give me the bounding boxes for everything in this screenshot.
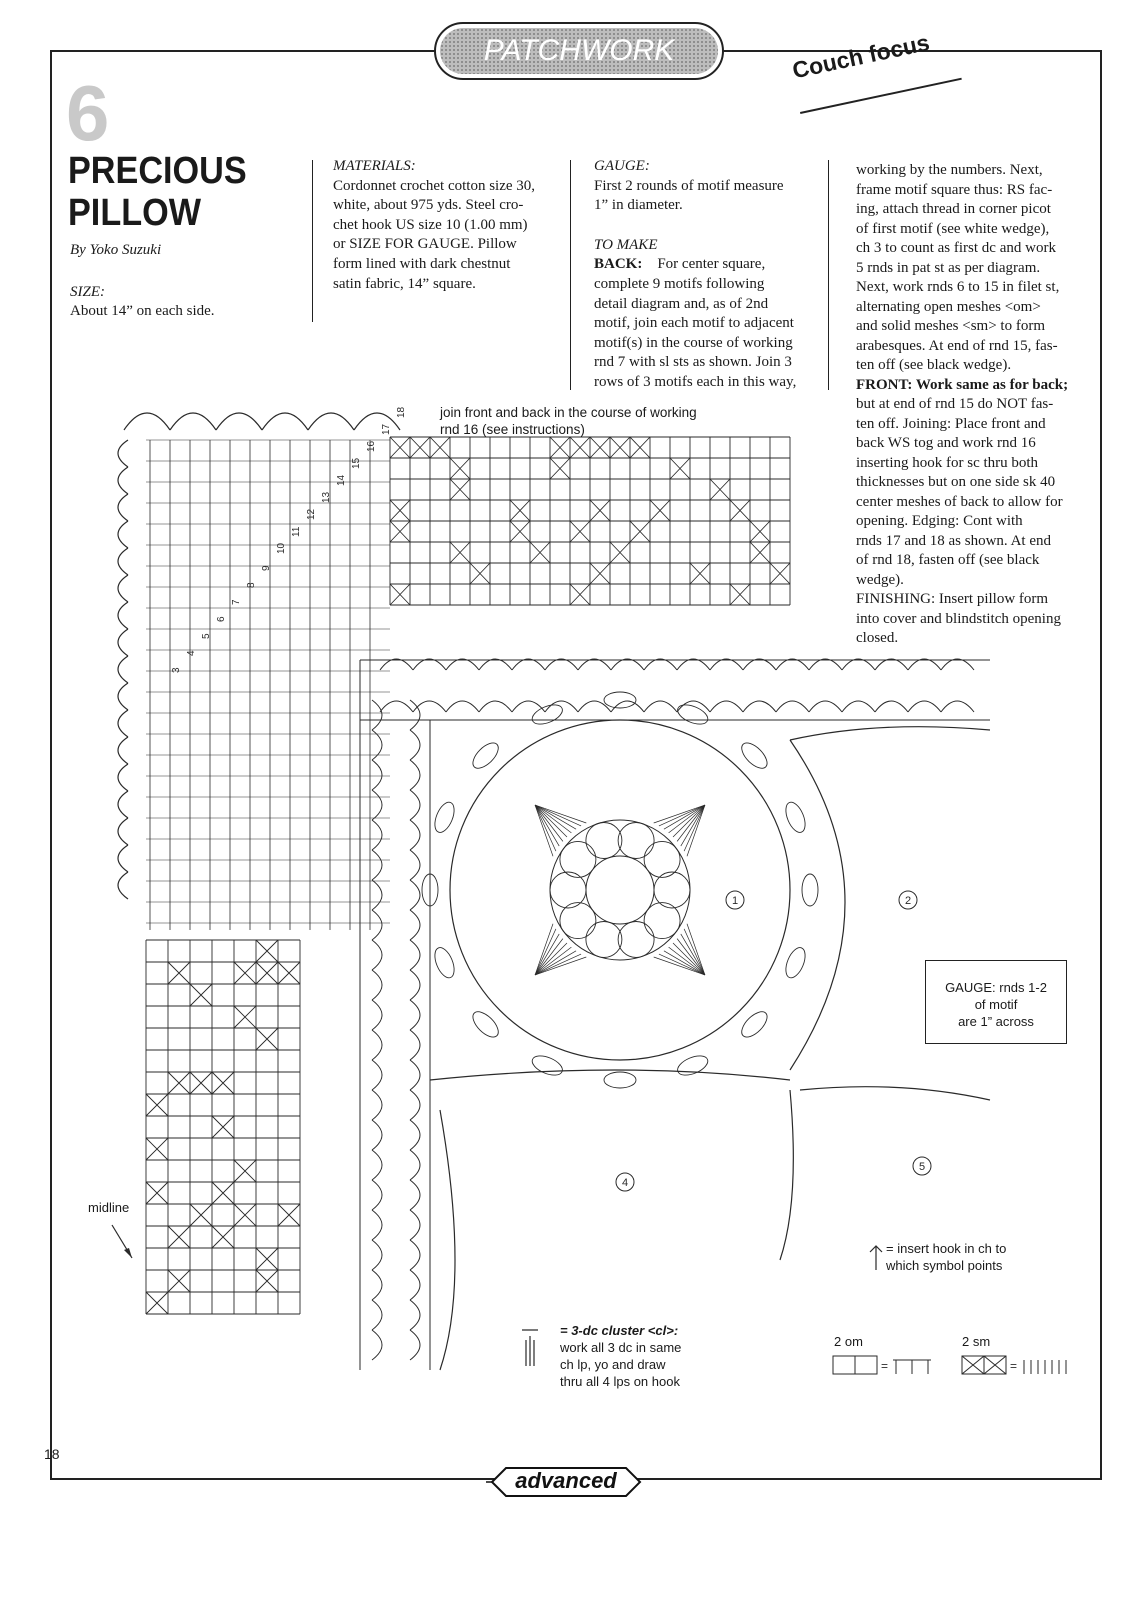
solid-mesh-mark [590, 500, 610, 521]
edging-scallop [118, 521, 128, 548]
solid-mesh-mark [256, 962, 278, 984]
solid-mesh-mark [146, 1138, 168, 1160]
instruction-line: thicknesses but on one side sk 40 [856, 474, 1056, 490]
solid-mesh-mark [190, 1072, 212, 1094]
band-arch [710, 659, 743, 670]
solid-mesh-mark [730, 584, 750, 605]
instruction-line: working by the numbers. Next, [856, 162, 1043, 178]
solid-mesh-mark [570, 437, 590, 458]
midline-arrow-head [124, 1248, 132, 1258]
solid-mesh-mark [570, 584, 590, 605]
band-arch [410, 1090, 420, 1120]
band-arch [776, 701, 809, 712]
motif-loop [782, 799, 809, 835]
solid-mesh-mark [256, 1028, 278, 1050]
gauge-line: First 2 rounds of motif measure [594, 177, 784, 194]
band-arch [372, 1000, 382, 1030]
band-arch [743, 659, 776, 670]
open-mesh-symbol [833, 1356, 855, 1374]
band-arch [743, 701, 776, 712]
motif-petal [586, 922, 622, 958]
solid-mesh-mark [590, 563, 610, 584]
motif-loop [675, 1052, 711, 1079]
materials-line: or SIZE FOR GAUGE. Pillow [333, 236, 517, 253]
band-arch [413, 701, 446, 712]
instruction-line: Next, work rnds 6 to 15 in filet st, [856, 279, 1060, 295]
edging-scallop [118, 467, 128, 494]
motif-loop [737, 739, 771, 773]
solid-mesh-mark [630, 521, 650, 542]
edging-scallop [118, 845, 128, 872]
round-number: 9 [261, 565, 272, 571]
round-number: 12 [306, 508, 317, 520]
round-number: 15 [351, 457, 362, 469]
band-arch [410, 700, 420, 730]
round-number: 5 [201, 633, 212, 639]
motif-loop [802, 874, 818, 906]
motif-loop [529, 701, 565, 728]
solid-mesh-mark [530, 542, 550, 563]
cluster-symbol [522, 1330, 538, 1366]
round-number: 14 [336, 474, 347, 486]
edging-scallop [118, 440, 128, 467]
round-number: 16 [366, 440, 377, 452]
band-arch [372, 880, 382, 910]
solid-mesh-mark [750, 521, 770, 542]
solid-mesh-mark [730, 500, 750, 521]
solid-mesh-mark [278, 1204, 300, 1226]
band-arch [479, 659, 512, 670]
solid-mesh-mark [168, 1226, 190, 1248]
round-number: 8 [246, 582, 257, 588]
instruction-line: and solid meshes <sm> to form [856, 318, 1045, 334]
solid-mesh-mark [590, 437, 610, 458]
solid-mesh-mark [212, 1116, 234, 1138]
materials-line: white, about 975 yds. Steel cro- [333, 197, 524, 214]
band-arch [545, 659, 578, 670]
round-number: 7 [231, 599, 242, 605]
instruction-line: alternating open meshes <om> [856, 298, 1041, 315]
motif-loop [431, 799, 458, 835]
band-arch [410, 820, 420, 850]
open-mesh-legend-label: 2 om [834, 1334, 863, 1349]
instruction-line: back WS tog and work rnd 16 [856, 435, 1036, 451]
band-arch [372, 1270, 382, 1300]
open-mesh-stitches [893, 1360, 931, 1374]
solid-mesh-mark [570, 521, 590, 542]
edging-scallop [124, 413, 170, 430]
band-arch [372, 1300, 382, 1330]
motif-loop [431, 945, 458, 981]
round-number: 3 [171, 667, 182, 673]
materials-line: form lined with dark chestnut [333, 255, 511, 272]
band-arch [611, 701, 644, 712]
to-make-line: rows of 3 motifs each in this way, [594, 373, 797, 390]
instruction-line: FRONT: Work same as for back; [856, 376, 1069, 393]
cluster-legend-line: work all 3 dc in same [560, 1340, 682, 1355]
hook-legend-line: = insert hook in ch to [886, 1241, 1007, 1256]
to-make-line: motif, join each motif to adjacent [594, 315, 794, 332]
band-arch [372, 1180, 382, 1210]
level-badge-label: advanced [515, 1468, 617, 1493]
instruction-line: center meshes of back to allow for [856, 493, 1063, 510]
solid-mesh-mark [168, 1072, 190, 1094]
band-arch [908, 659, 941, 670]
level-badge [486, 1462, 646, 1502]
round-number: 11 [291, 526, 302, 537]
edging-scallop [308, 413, 354, 430]
edging-scallop [118, 656, 128, 683]
motif-loop [469, 739, 503, 773]
instruction-line: ch 3 to count as first dc and work [856, 240, 1056, 256]
gauge-box-line: GAUGE: rnds 1-2 [945, 980, 1047, 995]
gauge-box-line: of motif [974, 997, 1018, 1012]
round-number: 17 [381, 423, 392, 435]
instruction-line: wedge). [856, 571, 904, 588]
band-arch [372, 790, 382, 820]
band-arch [372, 1120, 382, 1150]
solid-mesh-mark [390, 437, 410, 458]
band-arch [372, 910, 382, 940]
instruction-line: ten off (see black wedge). [856, 357, 1012, 373]
band-arch [410, 1330, 420, 1360]
instruction-line: frame motif square thus: RS fac- [856, 181, 1053, 198]
band-arch [410, 790, 420, 820]
edging-scallop [118, 764, 128, 791]
band-arch [372, 760, 382, 790]
band-arch [875, 659, 908, 670]
band-arch [410, 1120, 420, 1150]
solid-mesh-mark [168, 1270, 190, 1292]
band-arch [644, 701, 677, 712]
band-arch [410, 880, 420, 910]
edging-scallop [118, 683, 128, 710]
edging-scallop [118, 629, 128, 656]
solid-mesh-mark [630, 437, 650, 458]
solid-mesh-mark [450, 479, 470, 500]
band-arch [372, 1030, 382, 1060]
round-number: 4 [186, 650, 197, 656]
solid-mesh-mark [256, 1270, 278, 1292]
solid-mesh-mark [234, 1006, 256, 1028]
solid-mesh-mark [610, 437, 630, 458]
to-make-line: detail diagram and, as of 2nd [594, 295, 769, 312]
motif-arc [790, 727, 990, 740]
band-arch [578, 659, 611, 670]
materials-line: Cordonnet crochet cotton size 30, [333, 177, 536, 194]
solid-mesh-mark [146, 1094, 168, 1116]
solid-mesh-mark [212, 1072, 234, 1094]
band-arch [410, 910, 420, 940]
band-arch [372, 730, 382, 760]
cluster-legend-line: ch lp, yo and draw [560, 1357, 666, 1372]
solid-mesh-mark [256, 1248, 278, 1270]
cluster-legend-title: = 3-dc cluster <cl>: [560, 1323, 679, 1338]
solid-mesh-mark [650, 500, 670, 521]
band-arch [410, 1060, 420, 1090]
instruction-line: into cover and blindstitch opening [856, 610, 1061, 627]
motif-loop [604, 692, 636, 708]
motif-petal [586, 823, 622, 859]
solid-mesh-mark [510, 500, 530, 521]
to-make-heading: TO MAKE [594, 236, 658, 253]
solid-mesh-mark [234, 1160, 256, 1182]
edging-scallop [170, 413, 216, 430]
motif-loop [604, 1072, 636, 1088]
band-arch [372, 970, 382, 1000]
corner-tag: Couch focus [790, 29, 932, 84]
solid-mesh-mark [390, 584, 410, 605]
materials-line: satin fabric, 14” square. [333, 275, 476, 292]
round-number: 6 [216, 616, 227, 622]
band-arch [410, 1300, 420, 1330]
motif-arc [440, 1110, 455, 1370]
motif-number: 1 [731, 895, 739, 907]
band-arch [410, 1000, 420, 1030]
band-arch [372, 1240, 382, 1270]
gauge-box-line: are 1” across [958, 1014, 1034, 1029]
motif-number: 4 [621, 1177, 629, 1189]
solid-mesh-mark [212, 1226, 234, 1248]
join-note-line: rnd 16 (see instructions) [440, 422, 585, 437]
band-arch [611, 659, 644, 670]
edging-scallop [118, 710, 128, 737]
motif-arc [790, 740, 845, 1070]
cluster-legend-line: thru all 4 lps on hook [560, 1374, 680, 1389]
edging-scallop [118, 548, 128, 575]
motif-outline [450, 720, 790, 1060]
band-arch [372, 700, 382, 730]
band-arch [941, 659, 974, 670]
band-arch [809, 701, 842, 712]
round-number: 13 [321, 491, 332, 503]
section-tab-label: PATCHWORK [483, 34, 675, 67]
band-arch [479, 701, 512, 712]
band-arch [446, 701, 479, 712]
band-arch [413, 659, 446, 670]
solid-mesh-mark [190, 1204, 212, 1226]
band-arch [372, 1060, 382, 1090]
band-arch [410, 1180, 420, 1210]
byline: By Yoko Suzuki [70, 242, 162, 258]
gauge-box [925, 960, 1067, 1044]
solid-mesh-mark [550, 437, 570, 458]
to-make-line: motif(s) in the course of working [594, 334, 793, 351]
band-arch [380, 701, 413, 712]
title-line-1: PRECIOUS [68, 150, 247, 192]
instruction-line: of first motif (see white wedge), [856, 220, 1050, 237]
instruction-line: of rnd 18, fasten off (see black [856, 552, 1040, 568]
edging-scallop [118, 494, 128, 521]
cluster-legend [560, 1322, 681, 1390]
solid-mesh-mark [278, 962, 300, 984]
pattern-number: 6 [66, 69, 110, 157]
motif-center [586, 856, 654, 924]
solid-mesh-mark [168, 962, 190, 984]
solid-mesh-mark [450, 458, 470, 479]
solid-mesh-mark [610, 542, 630, 563]
solid-mesh-mark [256, 940, 278, 962]
motif-number: 5 [918, 1161, 926, 1173]
motif-arc [780, 1090, 793, 1260]
band-arch [710, 701, 743, 712]
solid-mesh-mark [234, 1204, 256, 1226]
band-arch [545, 701, 578, 712]
materials-line: chet hook US size 10 (1.00 mm) [333, 216, 528, 233]
open-mesh-equals: = [881, 1359, 889, 1373]
solid-mesh-mark [450, 542, 470, 563]
band-arch [380, 659, 413, 670]
band-arch [776, 659, 809, 670]
band-arch [410, 940, 420, 970]
motif-petal [644, 903, 680, 939]
solid-mesh-mark [390, 500, 410, 521]
solid-mesh-mark [190, 984, 212, 1006]
page-number: 18 [44, 1446, 60, 1462]
band-arch [372, 1150, 382, 1180]
solid-mesh-mark [670, 458, 690, 479]
band-arch [908, 701, 941, 712]
motif-petal [618, 922, 654, 958]
band-arch [809, 659, 842, 670]
edging-scallop [262, 413, 308, 430]
size-heading: SIZE: [70, 284, 105, 300]
open-mesh-symbol [855, 1356, 877, 1374]
instruction-line: FINISHING: Insert pillow form [856, 591, 1049, 607]
instruction-line: rnds 17 and 18 as shown. At end [856, 532, 1051, 549]
motif-loop [529, 1052, 565, 1079]
midline-label: midline [88, 1200, 130, 1215]
round-number: 10 [276, 542, 287, 554]
band-arch [512, 701, 545, 712]
motif-loop [737, 1007, 771, 1041]
solid-mesh-mark [390, 521, 410, 542]
motif-center [550, 820, 690, 960]
edging-scallop [118, 791, 128, 818]
edging-scallop [118, 737, 128, 764]
band-arch [410, 1030, 420, 1060]
hook-legend [886, 1240, 1006, 1274]
band-arch [578, 701, 611, 712]
motif-petal [644, 841, 680, 877]
edging-scallop [118, 602, 128, 629]
solid-mesh-mark [550, 458, 570, 479]
edging-scallop [118, 818, 128, 845]
solid-mesh-mark [410, 437, 430, 458]
instruction-line: inserting hook for sc thru both [856, 454, 1039, 471]
motif-loop [675, 701, 711, 728]
edging-scallop [118, 872, 128, 899]
size-text: About 14” on each side. [70, 303, 215, 319]
band-arch [410, 1210, 420, 1240]
hook-legend-line: which symbol points [886, 1258, 1003, 1273]
band-arch [410, 1240, 420, 1270]
motif-loop [782, 945, 809, 981]
instruction-line: ten off. Joining: Place front and [856, 415, 1046, 432]
motif-arc [430, 1070, 790, 1080]
band-arch [677, 659, 710, 670]
band-arch [446, 659, 479, 670]
band-arch [410, 1150, 420, 1180]
motif-loop [469, 1007, 503, 1041]
gauge-heading: GAUGE: [594, 158, 650, 174]
to-make-line: complete 9 motifs following [594, 275, 765, 292]
band-arch [372, 850, 382, 880]
band-arch [875, 701, 908, 712]
instruction-line: opening. Edging: Cont with [856, 513, 1023, 529]
hook-symbol [870, 1246, 882, 1270]
solid-mesh-mark [750, 542, 770, 563]
solid-mesh-mark [770, 563, 790, 584]
instruction-line: arabesques. At end of rnd 15, fas- [856, 337, 1058, 354]
solid-mesh-mark [710, 479, 730, 500]
band-arch [410, 730, 420, 760]
band-arch [842, 659, 875, 670]
band-arch [410, 1270, 420, 1300]
to-make-line: rnd 7 with sl sts as shown. Join 3 [594, 354, 792, 371]
solid-mesh-mark [146, 1182, 168, 1204]
instruction-line: but at end of rnd 15 do NOT fas- [856, 396, 1054, 412]
motif-petal [560, 841, 596, 877]
band-arch [372, 820, 382, 850]
edging-scallop [216, 413, 262, 430]
band-arch [372, 1210, 382, 1240]
title-line-2: PILLOW [68, 192, 201, 234]
motif-arc [800, 1087, 990, 1100]
join-note [440, 404, 697, 438]
materials-heading: MATERIALS: [333, 158, 416, 174]
edging-scallop [354, 413, 400, 430]
solid-mesh-mark [690, 563, 710, 584]
solid-mesh-mark [212, 1182, 234, 1204]
band-arch [410, 850, 420, 880]
band-arch [410, 970, 420, 1000]
band-arch [372, 940, 382, 970]
gauge-line: 1” in diameter. [594, 197, 683, 214]
to-make-line: For center square, [657, 256, 766, 273]
edging-scallop [118, 575, 128, 602]
band-arch [512, 659, 545, 670]
instruction-line: ing, attach thread in corner picot [856, 201, 1051, 217]
band-arch [372, 1330, 382, 1360]
solid-mesh-equals: = [1010, 1359, 1018, 1373]
motif-petal [618, 823, 654, 859]
band-arch [644, 659, 677, 670]
solid-mesh-mark [146, 1292, 168, 1314]
join-note-line: join front and back in the course of working [440, 405, 697, 420]
solid-mesh-mark [510, 521, 530, 542]
band-arch [372, 1090, 382, 1120]
band-arch [410, 760, 420, 790]
solid-mesh-mark [234, 962, 256, 984]
round-number: 18 [396, 406, 407, 418]
instruction-line: 5 rnds in pat st as per diagram. [856, 259, 1041, 276]
band-arch [941, 701, 974, 712]
instruction-line: closed. [856, 630, 899, 646]
solid-mesh-legend-label: 2 sm [962, 1334, 991, 1349]
back-label: BACK: [594, 256, 643, 273]
band-arch [842, 701, 875, 712]
motif-number: 2 [904, 895, 912, 907]
solid-mesh-mark [430, 437, 450, 458]
solid-mesh-mark [470, 563, 490, 584]
